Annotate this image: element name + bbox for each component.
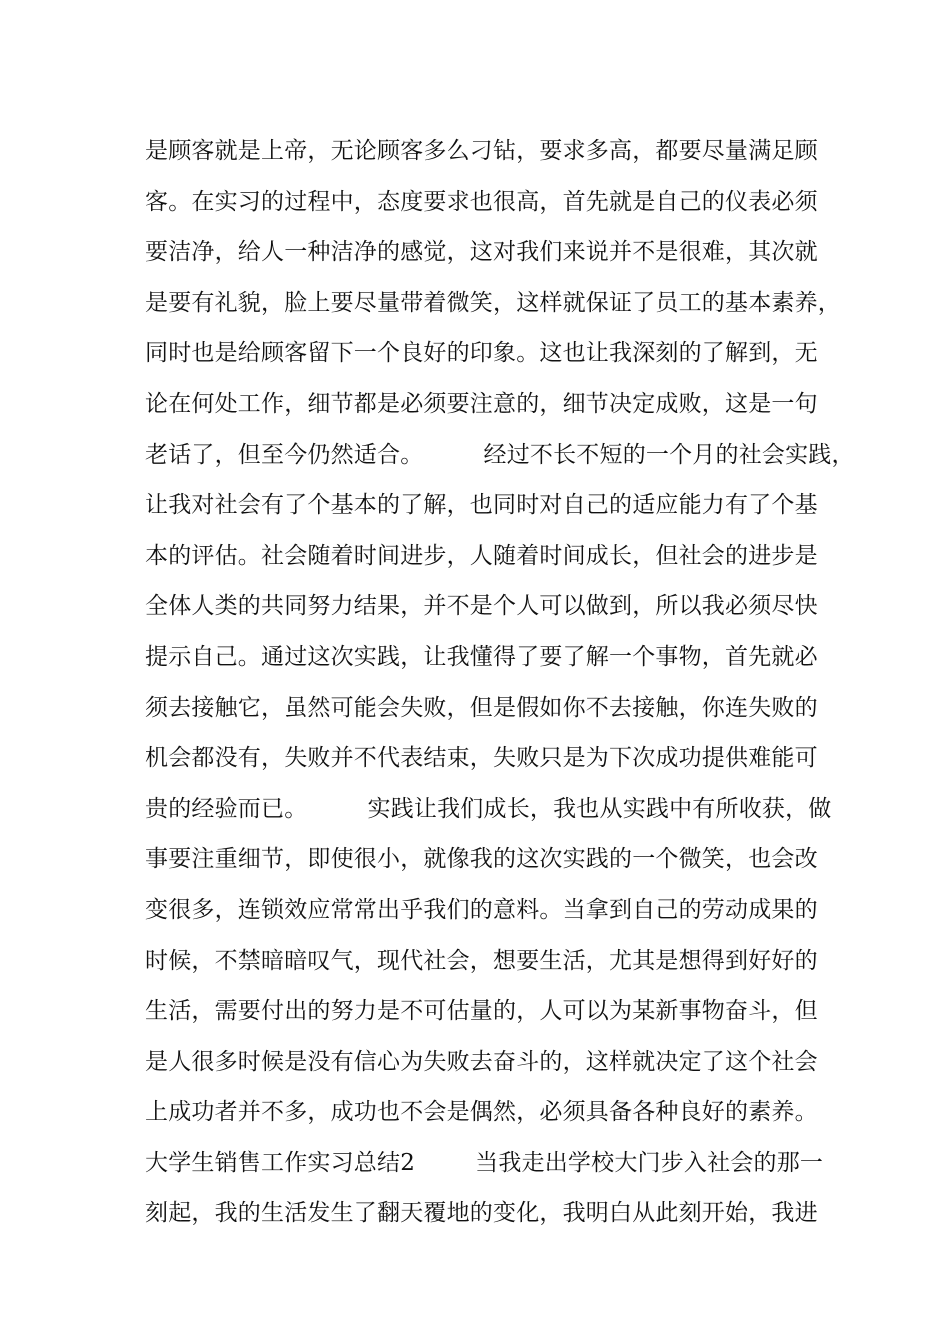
text-line: 本的评估。社会随着时间进步，人随着时间成长，但社会的进步是 <box>145 542 818 569</box>
text-line: 要洁净，给人一种洁净的感觉，这对我们来说并不是很难，其次就 <box>145 239 818 266</box>
text-line: 生活，需要付出的努力是不可估量的，人可以为某新事物奋斗，但 <box>145 998 818 1025</box>
text-line: 同时也是给顾客留下一个良好的印象。这也让我深刻的了解到，无 <box>145 340 818 367</box>
text-line: 贵的经验而已。 实践让我们成长，我也从实践中有所收获，做 <box>145 795 832 822</box>
text-line: 老话了，但至今仍然适合。 经过不长不短的一个月的社会实践， <box>145 441 855 468</box>
text-line: 刻起，我的生活发生了翻天覆地的变化，我明白从此刻开始，我进 <box>145 1200 818 1227</box>
text-line: 是人很多时候是没有信心为失败去奋斗的，这样就决定了这个社会 <box>145 1048 818 1075</box>
text-line: 事要注重细节，即使很小，就像我的这次实践的一个微笑，也会改 <box>145 846 818 873</box>
text-line: 须去接触它，虽然可能会失败，但是假如你不去接触，你连失败的 <box>145 694 818 721</box>
text-line: 是顾客就是上帝，无论顾客多么刁钻，要求多高，都要尽量满足顾 <box>145 138 818 164</box>
text-line: 上成功者并不多，成功也不会是偶然，必须具备各种良好的素养。 <box>145 1099 818 1126</box>
text-line: 是要有礼貌，脸上要尽量带着微笑，这样就保证了员工的基本素养， <box>145 289 841 316</box>
body-text <box>145 126 855 1239</box>
text-line: 论在何处工作，细节都是必须要注意的，细节决定成败，这是一句 <box>145 390 818 417</box>
text-line: 全体人类的共同努力结果，并不是个人可以做到，所以我必须尽快 <box>145 593 818 620</box>
text-line: 提示自己。通过这次实践，让我懂得了要了解一个事物，首先就必 <box>145 643 818 670</box>
text-line: 大学生销售工作实习总结2 当我走出学校大门步入社会的那一 <box>145 1149 824 1176</box>
text-line: 客。在实习的过程中，态度要求也很高，首先就是自己的仪表必须 <box>145 188 818 215</box>
text-line: 让我对社会有了个基本的了解，也同时对自己的适应能力有了个基 <box>145 492 818 519</box>
text-line: 时候，不禁暗暗叹气，现代社会，想要生活，尤其是想得到好好的 <box>145 947 818 974</box>
text-line: 机会都没有，失败并不代表结束，失败只是为下次成功提供难能可 <box>145 745 818 772</box>
text-line: 变很多，连锁效应常常出乎我们的意料。当拿到自己的劳动成果的 <box>145 896 818 923</box>
